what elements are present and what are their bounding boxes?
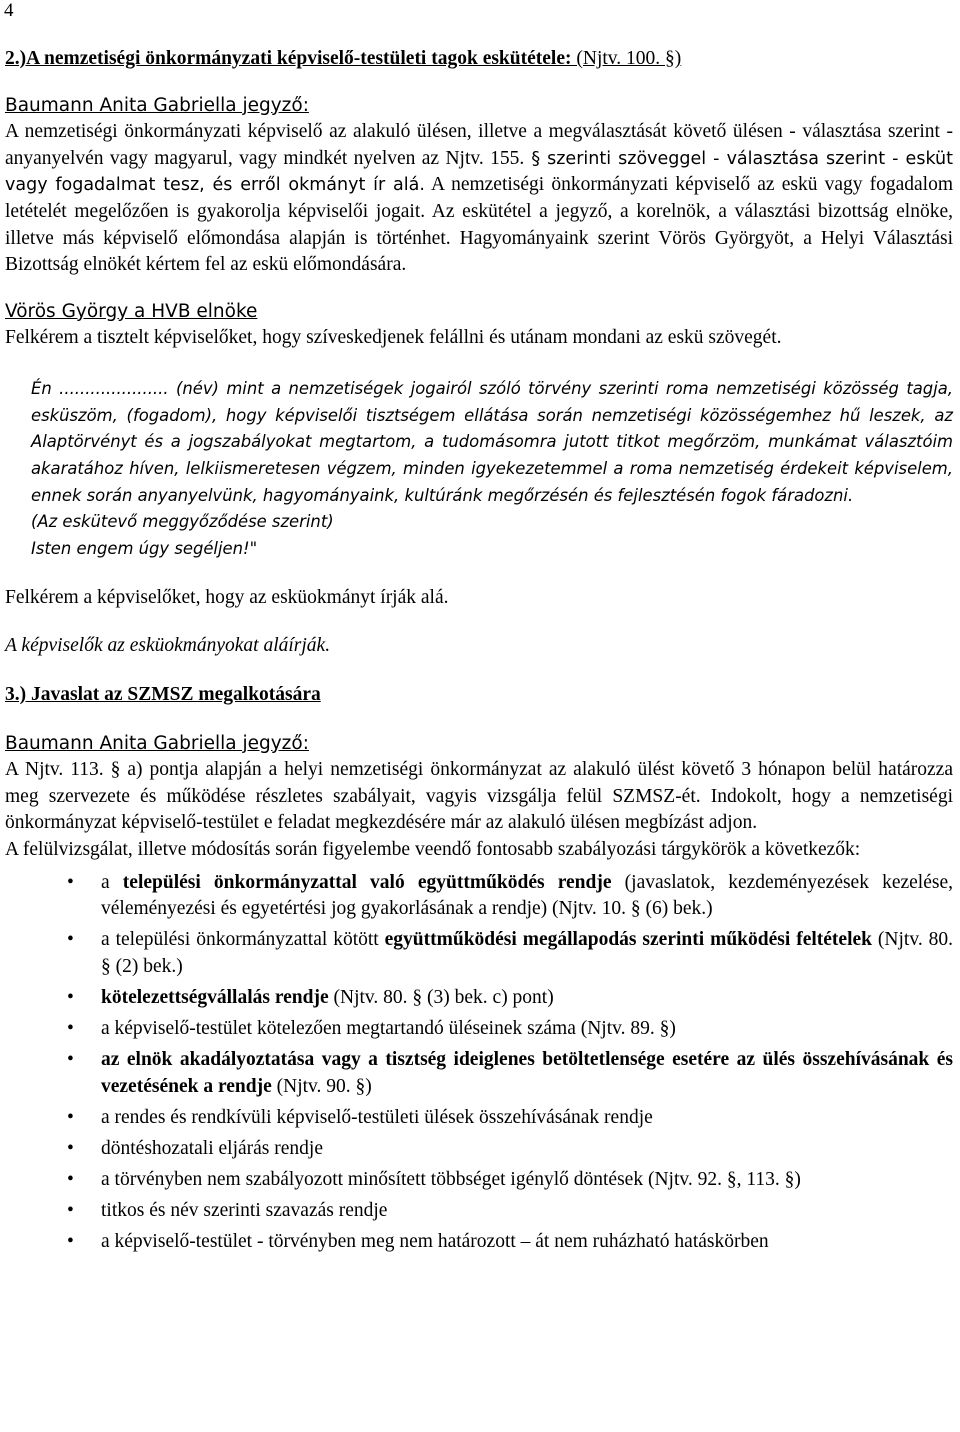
- list-item: [5, 1047, 953, 1100]
- oath-text: Én ..................... (név) mint a nemzetiségek jogairól szóló törvény szerinti roma nemzetiségi közösség tagja, esküszöm, (fogadom), hogy képviselői tisztségem ellátása során nemzetiségi közösségemhez hű leszek, az Alaptörvényt és a jogszabályokat megtartom, a tudomásomra jutott titkot megőrzöm, munkámat választóim akaratához híven, lelkiismeretesen végzem, minden igyekezetemmel a roma nemzetiség érdekeit képviselem, ennek során anyanyelvünk, hagyományaink, kultúránk megőrzésén és fejlesztésén fogok fáradozni.: [31, 378, 953, 505]
- bullet-icon: •: [67, 929, 74, 951]
- list-item-bold: együttműködési megállapodás szerinti működési feltételek: [384, 929, 872, 951]
- bullet-icon: •: [67, 1137, 74, 1159]
- speaker-jegyzo-2: Baumann Anita Gabriella jegyző:: [5, 732, 309, 754]
- list-item-text: (Njtv. 80. § (3) bek. c) pont): [328, 986, 554, 1008]
- paragraph-szmsz-a: A Njtv. 113. § a) pontja alapján a helyi nemzetiségi önkormányzat az alakuló ülést követő 3 hónapon belül határozza meg szervezete és működése részletes szabályait, vagyis vizsgálja felül SZMSZ-ét.: [5, 759, 953, 807]
- bullet-icon: •: [67, 1169, 74, 1191]
- bullet-icon: •: [67, 1200, 74, 1222]
- list-item-text: a képviselő-testület kötelezően megtartandó üléseinek száma (Njtv. 89. §): [101, 1018, 676, 1040]
- paragraph-oath-rules-d: Az eskütétel a jegyző, a korelnök, a választási bizottság elnöke, illetve más képviselő előmondása alapján is történhet.: [5, 200, 953, 249]
- paragraph-oath-rules-c: A nemzetiségi önkormányzati képviselő az eskü vagy fogadalom letételét megelőzően is gyakorolja képviselői jogait.: [5, 174, 953, 222]
- list-item-text: a rendes és rendkívüli képviselő-testületi ülések összehívásának rendje: [101, 1106, 653, 1128]
- bullet-icon: •: [67, 1049, 74, 1071]
- list-item-text: (Njtv. 90. §): [271, 1075, 372, 1097]
- paragraph-szmsz: [5, 757, 953, 837]
- bullet-icon: •: [67, 1106, 74, 1128]
- section-3-heading: 3.) Javaslat az SZMSZ megalkotására: [5, 684, 321, 706]
- list-item: [5, 1136, 953, 1163]
- list-item-text: a törvényben nem szabályozott minősített többséget igénylő döntések (Njtv. 92. §, 113. §): [101, 1169, 801, 1191]
- document-body: [5, 46, 953, 1260]
- paragraph-oath-rules-e: Hagyományaink szerint Vörös Györgyöt, a Helyi Választási Bizottság elnökét kértem fel az eskü előmondására.: [5, 227, 953, 276]
- page-number: 4: [4, 0, 14, 21]
- bullet-icon: •: [67, 1231, 74, 1253]
- list-item: [5, 927, 953, 980]
- list-item: [5, 985, 953, 1012]
- speaker-hvb-elnok: Vörös György a HVB elnöke: [5, 300, 258, 322]
- paragraph-signing-note: A képviselők az esküokmányokat aláírják.: [5, 635, 331, 657]
- paragraph-review-topics: A felülvizsgálat, illetve módosítás során figyelembe veendő fontosabb szabályozási tárgykörök a következők:: [5, 839, 861, 861]
- list-item-text: (Njtv. 80. § (2) bek.): [101, 929, 954, 977]
- section-2-title: 2.)A nemzetiségi önkormányzati képviselő-testületi tagok eskütétele:: [5, 48, 572, 69]
- bullet-icon: •: [67, 871, 74, 893]
- list-item: [5, 1105, 953, 1132]
- list-item-text: a képviselő-testület - törvényben meg nem határozott – át nem ruházható hatáskörben: [101, 1231, 769, 1253]
- section-2-heading: [5, 46, 953, 73]
- list-item: [5, 870, 953, 923]
- paragraph-invitation: Felkérem a tisztelt képviselőket, hogy szíveskedjenek felállni és utánam mondani az eskü szövegét.: [5, 327, 782, 349]
- section-2-reference: (Njtv. 100. §): [571, 48, 682, 69]
- topics-list: [5, 870, 953, 1256]
- paragraph-szmsz-b: Indokolt, hogy a nemzetiségi önkormányzat képviselő-testület e feladat megkezdésére már az alakuló ülésen megbízást adjon.: [5, 785, 953, 834]
- paragraph-oath-rules-b: § szerinti szöveggel - választása szerint - esküt vagy fogadalmat tesz, és erről okmányt ír alá.: [5, 148, 953, 196]
- paragraph-sign-request: Felkérem a képviselőket, hogy az esküokmányt írják alá.: [5, 586, 449, 608]
- paragraph-oath-rules-a: A nemzetiségi önkormányzati képviselő az alakuló ülésen, illetve a megválasztását követő ülésen - választása szerint - anyanyelvén vagy magyarul, vagy mindkét nyelven az Njtv. 155.: [5, 121, 953, 169]
- list-item-text: döntéshozatali eljárás rendje: [101, 1137, 323, 1159]
- list-item: [5, 1016, 953, 1043]
- list-item-bold: kötelezettségvállalás rendje: [101, 986, 329, 1008]
- list-item: [5, 1229, 953, 1256]
- bullet-icon: •: [67, 986, 74, 1008]
- list-item: [5, 1167, 953, 1194]
- list-item-bold: települési önkormányzattal való együttműködés rendje: [122, 871, 612, 893]
- list-item-bold: az elnök akadályoztatása vagy a tisztség ideiglenes betöltetlensége esetére az ülés összehívásának és vezetésének a rendje: [101, 1049, 953, 1097]
- oath-conviction-note: (Az eskütevő meggyőződése szerint): [31, 512, 334, 532]
- bullet-icon: •: [67, 1018, 74, 1040]
- paragraph-oath-rules: [5, 119, 953, 279]
- list-item-text: titkos és név szerinti szavazás rendje: [101, 1200, 388, 1222]
- speaker-jegyzo-1: Baumann Anita Gabriella jegyző:: [5, 94, 309, 116]
- oath-closing: Isten engem úgy segéljen!": [31, 539, 258, 559]
- list-item-text: a települési önkormányzattal kötött: [101, 929, 385, 951]
- oath-text-block: [31, 376, 953, 563]
- list-item-text: a: [101, 871, 123, 893]
- list-item-text: (javaslatok, kezdeményezések kezelése, véleményezési és egyetértési jog gyakorlásának a rendje) (Njtv. 10. § (6) bek.): [101, 871, 953, 920]
- list-item: [5, 1198, 953, 1225]
